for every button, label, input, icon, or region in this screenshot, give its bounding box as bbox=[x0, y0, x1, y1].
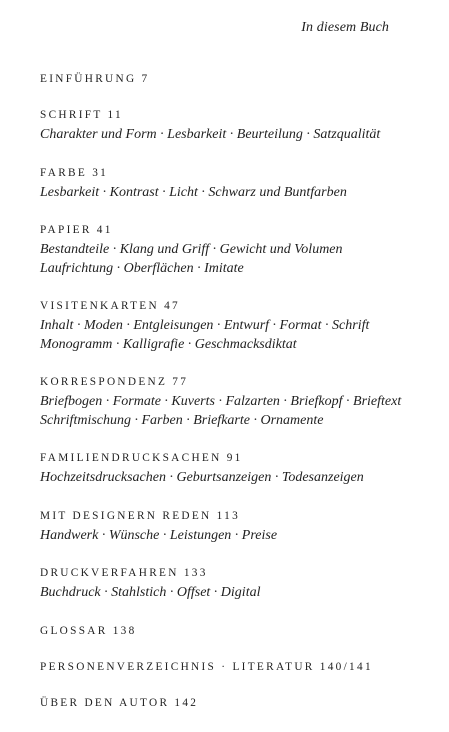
toc-entry-designern bbox=[40, 509, 410, 546]
toc-heading: ÜBER DEN AUTOR 142 bbox=[40, 696, 199, 709]
toc-entry-einfuehrung bbox=[40, 72, 410, 87]
toc-entry-druckverfahren bbox=[40, 566, 410, 603]
toc-subtopics: Laufrichtung · Oberflächen · Imitate bbox=[40, 260, 244, 276]
toc-entry-visitenkarten bbox=[40, 299, 410, 354]
toc-subtopics: Briefbogen · Formate · Kuverts · Falzarten · Briefkopf · Brieftext bbox=[40, 394, 402, 409]
toc-heading: PERSONENVERZEICHNIS · LITERATUR 140/141 bbox=[40, 660, 373, 673]
toc-heading: PAPIER 41 bbox=[40, 224, 113, 236]
toc-heading: VISITENKARTEN 47 bbox=[40, 300, 180, 312]
toc-subtopics: Inhalt · Moden · Entgleisungen · Entwurf · Format · Schrift bbox=[40, 318, 370, 333]
toc-entry-familiendrucksachen bbox=[40, 451, 410, 488]
toc-entry-papier bbox=[40, 223, 410, 278]
toc-subtopics: Charakter und Form · Lesbarkeit · Beurteilung · Satzqualität bbox=[40, 127, 381, 142]
toc-heading: DRUCKVERFAHREN 133 bbox=[40, 567, 208, 579]
toc-heading: EINFÜHRUNG 7 bbox=[40, 73, 150, 85]
toc-heading: FARBE 31 bbox=[40, 166, 109, 179]
toc-subtopics: Handwerk · Wünsche · Leistungen · Preise bbox=[40, 527, 278, 543]
toc-entry-korrespondenz bbox=[40, 375, 410, 430]
toc-heading: FAMILIENDRUCKSACHEN 91 bbox=[40, 452, 243, 464]
toc-subtopics: Bestandteile · Klang und Griff · Gewicht und Volumen bbox=[40, 242, 343, 257]
toc-subtopics: Hochzeitsdrucksachen · Geburtsanzeigen · Todesanzeigen bbox=[40, 470, 364, 485]
toc-heading: GLOSSAR 138 bbox=[40, 624, 137, 637]
toc-entry-autor bbox=[40, 696, 410, 711]
toc-entry-personenverzeichnis bbox=[40, 660, 410, 675]
toc-subtopics: Schriftmischung · Farben · Briefkarte · Ornamente bbox=[40, 412, 324, 428]
toc-subtopics: Monogramm · Kalligrafie · Geschmacksdiktat bbox=[40, 336, 297, 352]
toc-entry-farbe bbox=[40, 166, 410, 203]
toc-subtopics: Buchdruck · Stahlstich · Offset · Digital bbox=[40, 585, 261, 600]
toc-heading: KORRESPONDENZ 77 bbox=[40, 376, 189, 388]
toc-heading: MIT DESIGNERN REDEN 113 bbox=[40, 509, 241, 522]
toc-entry-glossar bbox=[40, 624, 410, 639]
toc-heading: SCHRIFT 11 bbox=[40, 109, 123, 121]
table-of-contents bbox=[40, 72, 410, 732]
toc-subtopics: Lesbarkeit · Kontrast · Licht · Schwarz und Buntfarben bbox=[40, 184, 347, 200]
toc-entry-schrift bbox=[40, 108, 410, 145]
running-head: In diesem Buch bbox=[301, 20, 389, 35]
